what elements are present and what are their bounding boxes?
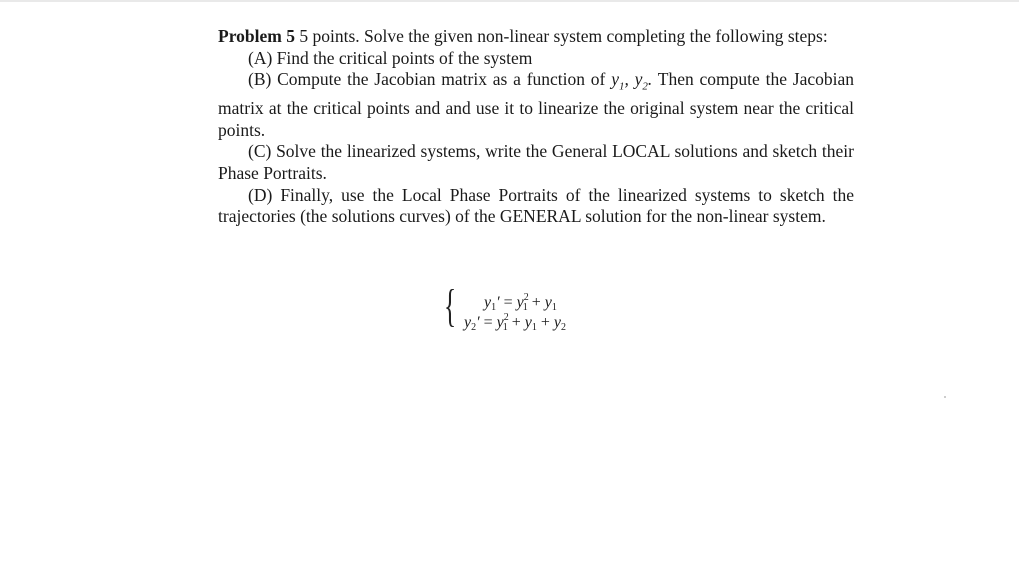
stray-mark [944,396,946,398]
step-b-text-after: Then compute the Jacobian matrix at the critical points and and use it to linearize the original system near the critical points. [218,69,854,140]
equation-2: $y_2' = y^2_1 + y_1 + y_2$ [464,312,567,333]
step-d-label: (D) [248,184,273,205]
step-d [218,185,854,228]
top-border [0,0,1019,2]
problem-document [218,26,854,228]
step-c-text: Solve the linearized systems, write the General LOCAL solutions and sketch their Phase Portraits. [218,141,854,184]
step-d-text: Finally, use the Local Phase Portraits of the linearized systems to sketch the trajectories (the solutions curves) of the GENERAL solution for the non-linear system. [218,184,855,227]
problem-points: 5 points. [299,26,360,46]
problem-intro-text: Solve the given non-linear system completing the following steps: [364,26,828,46]
step-b-label: (B) [248,69,272,90]
problem-intro [218,26,854,48]
step-b-math: $y_1$, $y_2$. [611,69,653,93]
left-brace: { [444,280,457,331]
step-c-label: (C) [248,141,272,162]
equation-1: $y_1' = y^2_1 + y_1$ [484,292,557,313]
step-a-text: Find the critical points of the system [276,47,533,68]
problem-title: Problem 5 [218,26,295,46]
step-a [218,48,854,70]
step-b-text-before: Compute the Jacobian matrix as a function of [277,69,606,90]
step-c [218,141,854,184]
step-a-label: (A) [248,47,273,68]
step-b [218,69,854,141]
